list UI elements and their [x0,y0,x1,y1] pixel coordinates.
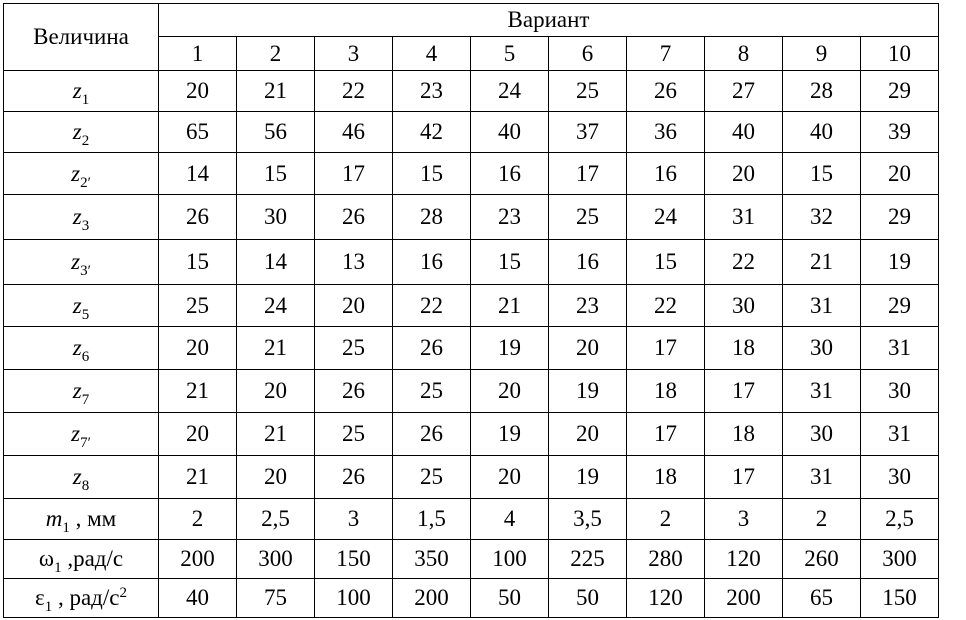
table-cell: 350 [393,540,471,579]
table-cell: 26 [159,195,237,240]
table-cell: 3,5 [549,499,627,540]
table-cell: 30 [861,456,939,499]
quantity-subscript: 3′ [80,263,91,279]
table-cell: 100 [471,540,549,579]
table-cell: 2,5 [861,499,939,540]
table-cell: 200 [393,579,471,618]
table-cell: 16 [627,153,705,195]
table-cell: 40 [471,112,549,153]
table-cell: 23 [471,195,549,240]
table-cell: 2 [159,499,237,540]
table-cell: 17 [627,413,705,456]
table-row [4,540,939,579]
table-cell: 29 [861,285,939,327]
table-body [4,71,939,618]
quantity-header: Величина [4,4,159,71]
table-cell: 29 [861,71,939,112]
table-cell: 20 [159,327,237,370]
table-cell: 21 [159,456,237,499]
quantity-symbol: z [72,204,82,229]
table-cell: 39 [861,112,939,153]
table-cell: 26 [393,413,471,456]
table-cell: 23 [549,285,627,327]
table-cell: 17 [705,456,783,499]
table-cell: 36 [627,112,705,153]
table-cell: 18 [627,456,705,499]
variants-table [3,3,939,618]
table-cell: 17 [627,327,705,370]
table-cell: 50 [471,579,549,618]
table-cell: 20 [549,327,627,370]
table-cell: 22 [393,285,471,327]
table-cell: 50 [549,579,627,618]
table-cell: 3 [315,499,393,540]
variant-number: 6 [549,37,627,71]
table-cell: 26 [627,71,705,112]
table-header [4,4,939,71]
quantity-unit: , рад/с [52,585,120,610]
quantity-label [4,71,159,112]
table-cell: 27 [705,71,783,112]
table-cell: 20 [471,456,549,499]
variant-number: 5 [471,37,549,71]
table-cell: 14 [159,153,237,195]
table-cell: 31 [783,285,861,327]
table-row [4,370,939,413]
table-cell: 56 [237,112,315,153]
table-cell: 22 [627,285,705,327]
quantity-symbol: ω [38,546,55,571]
table-row [4,240,939,285]
table-cell: 17 [705,370,783,413]
quantity-subscript: 7 [81,392,90,408]
table-cell: 20 [159,71,237,112]
table-row [4,327,939,370]
table-cell: 150 [315,540,393,579]
quantity-subscript: 3 [81,218,90,234]
quantity-symbol: z [72,292,82,318]
quantity-subscript: 6 [81,349,90,365]
quantity-subscript: 8 [81,478,90,494]
table-cell: 150 [861,579,939,618]
table-cell: 15 [783,153,861,195]
table-row [4,579,939,618]
table-cell: 19 [549,370,627,413]
quantity-symbol: ε [35,585,45,610]
table-cell: 200 [159,540,237,579]
table-cell: 75 [237,579,315,618]
quantity-label [4,540,159,579]
table-cell: 2 [627,499,705,540]
table-cell: 20 [237,370,315,413]
table-cell: 19 [471,327,549,370]
table-cell: 30 [237,195,315,240]
table-cell: 21 [471,285,549,327]
variant-number: 2 [237,37,315,71]
table-cell: 28 [783,71,861,112]
quantity-symbol: z [72,119,82,144]
table-cell: 26 [315,195,393,240]
quantity-symbol: z [71,249,81,274]
quantity-subscript: 1 [44,599,53,615]
table-cell: 25 [315,327,393,370]
table-cell: 31 [705,195,783,240]
table-cell: 20 [705,153,783,195]
table-row [4,71,939,112]
table-row [4,456,939,499]
table-cell: 40 [159,579,237,618]
quantity-label [4,413,159,456]
quantity-label [4,112,159,153]
table-cell: 65 [159,112,237,153]
table-cell: 200 [705,579,783,618]
table-cell: 32 [783,195,861,240]
table-cell: 18 [705,327,783,370]
table-cell: 15 [393,153,471,195]
table-cell: 260 [783,540,861,579]
quantity-label [4,195,159,240]
table-cell: 29 [861,195,939,240]
table-cell: 120 [705,540,783,579]
table-cell: 17 [315,153,393,195]
unit-superscript: 2 [119,585,127,601]
quantity-subscript: 1 [54,560,62,576]
quantity-label [4,285,159,327]
table-cell: 300 [861,540,939,579]
quantity-symbol: z [72,335,82,360]
table-cell: 30 [783,327,861,370]
table-cell: 280 [627,540,705,579]
variant-number: 8 [705,37,783,71]
table-row [4,195,939,240]
quantity-label [4,499,159,540]
table-cell: 25 [549,195,627,240]
variant-number: 1 [159,37,237,71]
table-cell: 13 [315,240,393,285]
quantity-label [4,240,159,285]
quantity-subscript: 1 [81,92,90,108]
table-row [4,413,939,456]
table-cell: 100 [315,579,393,618]
table-cell: 16 [393,240,471,285]
table-cell: 24 [237,285,315,327]
table-cell: 20 [159,413,237,456]
table-cell: 2 [783,499,861,540]
table-cell: 21 [783,240,861,285]
table-cell: 28 [393,195,471,240]
table-cell: 37 [549,112,627,153]
quantity-unit: , мм [69,506,117,531]
variant-number: 3 [315,37,393,71]
table-cell: 22 [315,71,393,112]
table-cell: 26 [315,456,393,499]
table-cell: 20 [237,456,315,499]
variant-number: 4 [393,37,471,71]
variant-number: 7 [627,37,705,71]
table-cell: 19 [549,456,627,499]
table-cell: 23 [393,71,471,112]
quantity-label [4,579,159,618]
table-row [4,285,939,327]
table-row [4,499,939,540]
quantity-symbol: m [45,506,63,531]
variant-number: 9 [783,37,861,71]
table-cell: 21 [237,71,315,112]
table-cell: 20 [471,370,549,413]
table-cell: 42 [393,112,471,153]
table-cell: 25 [549,71,627,112]
table-cell: 15 [471,240,549,285]
table-cell: 1,5 [393,499,471,540]
table-cell: 31 [783,456,861,499]
quantity-label [4,370,159,413]
table-cell: 21 [237,327,315,370]
table-row [4,112,939,153]
quantity-label [4,327,159,370]
table-cell: 24 [471,71,549,112]
table-row [4,153,939,195]
quantity-symbol: z [71,421,81,446]
table-cell: 25 [393,456,471,499]
table-cell: 25 [315,413,393,456]
table-cell: 14 [237,240,315,285]
table-cell: 3 [705,499,783,540]
quantity-symbol: z [72,464,82,489]
table-cell: 19 [471,413,549,456]
quantity-symbol: z [72,78,82,103]
table-cell: 20 [861,153,939,195]
table-cell: 15 [627,240,705,285]
table-cell: 25 [159,285,237,327]
quantity-subscript: 1 [62,520,70,536]
table-cell: 18 [705,413,783,456]
table-cell: 20 [315,285,393,327]
quantity-label [4,153,159,195]
table-cell: 21 [237,413,315,456]
table-cell: 40 [783,112,861,153]
table-cell: 26 [393,327,471,370]
table-cell: 15 [159,240,237,285]
quantity-subscript: 2 [81,133,90,149]
table-cell: 16 [549,240,627,285]
table-cell: 225 [549,540,627,579]
header-row-top [4,4,939,37]
quantity-symbol: z [72,378,82,403]
table-cell: 31 [861,327,939,370]
table-cell: 30 [705,285,783,327]
quantity-subscript: 7′ [80,435,91,451]
table-cell: 26 [315,370,393,413]
table-cell: 20 [549,413,627,456]
table-cell: 19 [861,240,939,285]
table-cell: 46 [315,112,393,153]
table-cell: 300 [237,540,315,579]
quantity-subscript: 2′ [80,174,91,191]
table-cell: 24 [627,195,705,240]
quantity-label [4,456,159,499]
quantity-symbol: z [71,160,81,186]
table-cell: 2,5 [237,499,315,540]
table-cell: 25 [393,370,471,413]
table-cell: 21 [159,370,237,413]
table-cell: 22 [705,240,783,285]
quantity-subscript: 5 [81,306,90,323]
table-cell: 18 [627,370,705,413]
table-cell: 16 [471,153,549,195]
variant-header: Вариант [159,4,939,37]
table-cell: 4 [471,499,549,540]
quantity-unit: ,рад/с [61,546,124,571]
table-cell: 30 [783,413,861,456]
table-cell: 31 [783,370,861,413]
table-cell: 31 [861,413,939,456]
table-cell: 65 [783,579,861,618]
table-cell: 30 [861,370,939,413]
table-cell: 15 [237,153,315,195]
variant-number: 10 [861,37,939,71]
table-cell: 40 [705,112,783,153]
table-cell: 17 [549,153,627,195]
table-cell: 120 [627,579,705,618]
